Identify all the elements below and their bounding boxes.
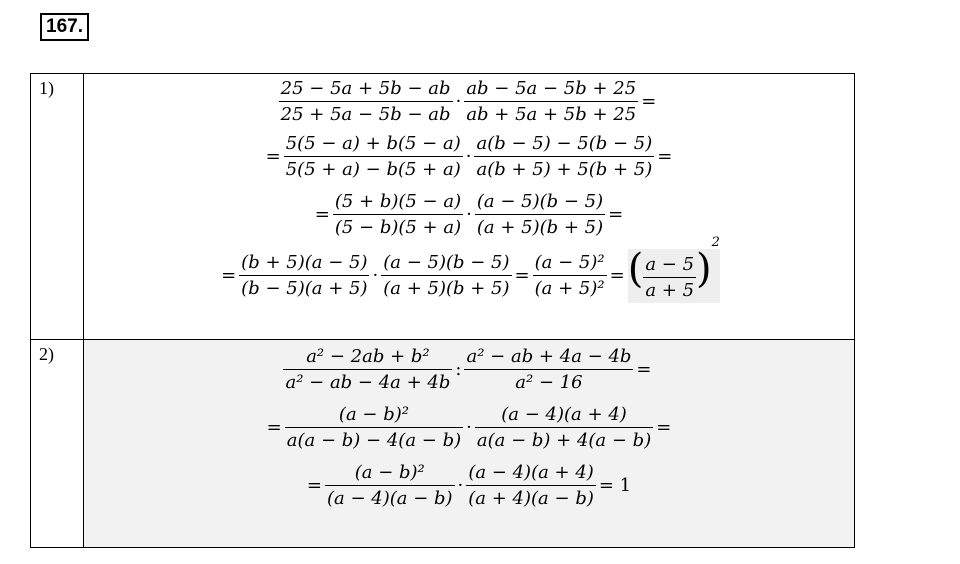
fraction: [474, 131, 654, 182]
operator: ·: [457, 475, 464, 496]
operator: =: [657, 146, 673, 167]
row-label: 2): [39, 344, 54, 364]
denominator: (a + 5)(b + 5): [475, 214, 605, 240]
operator: =: [656, 417, 672, 438]
solution-table: [30, 73, 855, 548]
operator: ·: [466, 204, 472, 225]
solution-row-2: [31, 340, 855, 548]
denominator: 25 + 5a − 5b − ab: [279, 101, 453, 127]
numerator: (a − 5)²: [534, 252, 605, 274]
operator: ·: [465, 146, 472, 167]
numerator: (a − 4)(a + 4): [501, 404, 627, 425]
operator: =: [266, 417, 282, 438]
fraction: [285, 402, 463, 453]
denominator: (a + 5)²: [533, 275, 607, 301]
fraction: [283, 344, 452, 395]
final-result: [627, 235, 720, 303]
equation-line: [84, 76, 854, 127]
operator: =: [265, 146, 281, 167]
numerator: ab − 5a − 5b + 25: [466, 78, 637, 99]
fraction: [239, 250, 369, 301]
numerator: a − 5: [645, 253, 695, 275]
equation-line: [84, 189, 854, 240]
fraction: [475, 189, 605, 240]
numerator: (5 + b)(5 − a): [334, 191, 462, 212]
operator: =: [636, 359, 652, 380]
numerator: 25 − 5a + 5b − ab: [280, 78, 451, 99]
numerator: (a − b)²: [338, 404, 409, 425]
row-2-work: [84, 340, 855, 548]
operator: :: [455, 359, 462, 380]
row-label-cell: [31, 340, 84, 548]
right-paren: ): [696, 246, 712, 292]
denominator: (a + 4)(a − b): [466, 485, 596, 511]
solution-row-1: [31, 74, 855, 340]
numerator: a² − ab + 4a − 4b: [466, 346, 632, 367]
operator: =: [608, 204, 624, 225]
fraction: [643, 252, 696, 303]
numerator: a² − 2ab + b²: [306, 346, 430, 367]
fraction: [325, 460, 455, 511]
equation-line: [84, 402, 854, 453]
equation-line: [84, 344, 854, 395]
equation-line: [84, 460, 854, 511]
denominator: (a − 4)(a − b): [325, 485, 455, 511]
numerator: a(b − 5) − 5(b − 5): [476, 133, 653, 154]
row-1-work: [84, 74, 855, 340]
fraction: [381, 250, 511, 301]
fraction: [284, 131, 463, 182]
numerator: (b + 5)(a − 5): [241, 252, 368, 274]
operator: =: [514, 265, 530, 287]
exponent: 2: [711, 235, 720, 250]
numerator: (a − 5)(b − 5): [383, 252, 510, 274]
numerator: (a − 4)(a + 4): [468, 462, 594, 483]
left-paren: (: [627, 246, 644, 292]
fraction: [279, 76, 453, 127]
operator: ·: [455, 91, 462, 112]
fraction: [466, 460, 596, 511]
equation-line: [84, 131, 854, 182]
fraction: [464, 344, 633, 395]
equation-line: [84, 235, 854, 303]
operator: =: [221, 265, 237, 287]
fraction: [475, 402, 653, 453]
operator: =: [306, 475, 322, 496]
problem-number: 167.: [40, 13, 89, 41]
denominator: ab + 5a + 5b + 25: [464, 101, 638, 127]
row-label-cell: [31, 74, 84, 340]
denominator: (b − 5)(a + 5): [239, 275, 369, 301]
denominator: (a + 5)(b + 5): [381, 275, 511, 301]
fraction: [533, 250, 607, 301]
denominator: a(a − b) − 4(a − b): [285, 427, 463, 453]
denominator: a² − ab − 4a + 4b: [283, 369, 452, 395]
fraction: [333, 189, 463, 240]
operator: =: [641, 91, 657, 112]
operator: =: [609, 265, 625, 287]
operator: ·: [372, 265, 379, 287]
denominator: a(a − b) + 4(a − b): [475, 427, 653, 453]
denominator: a(b + 5) + 5(b + 5): [474, 156, 654, 182]
numerator: (a − b)²: [354, 462, 425, 483]
operator: = 1: [598, 475, 632, 496]
numerator: (a − 5)(b − 5): [476, 191, 604, 212]
row-label: 1): [39, 78, 54, 98]
operator: ·: [466, 417, 472, 438]
fraction: [464, 76, 638, 127]
denominator: a² − 16: [464, 369, 633, 395]
operator: =: [314, 204, 330, 225]
denominator: (5 − b)(5 + a): [333, 214, 463, 240]
denominator: 5(5 + a) − b(5 + a): [284, 156, 463, 182]
numerator: 5(5 − a) + b(5 − a): [285, 133, 461, 154]
denominator: a + 5: [643, 277, 696, 303]
